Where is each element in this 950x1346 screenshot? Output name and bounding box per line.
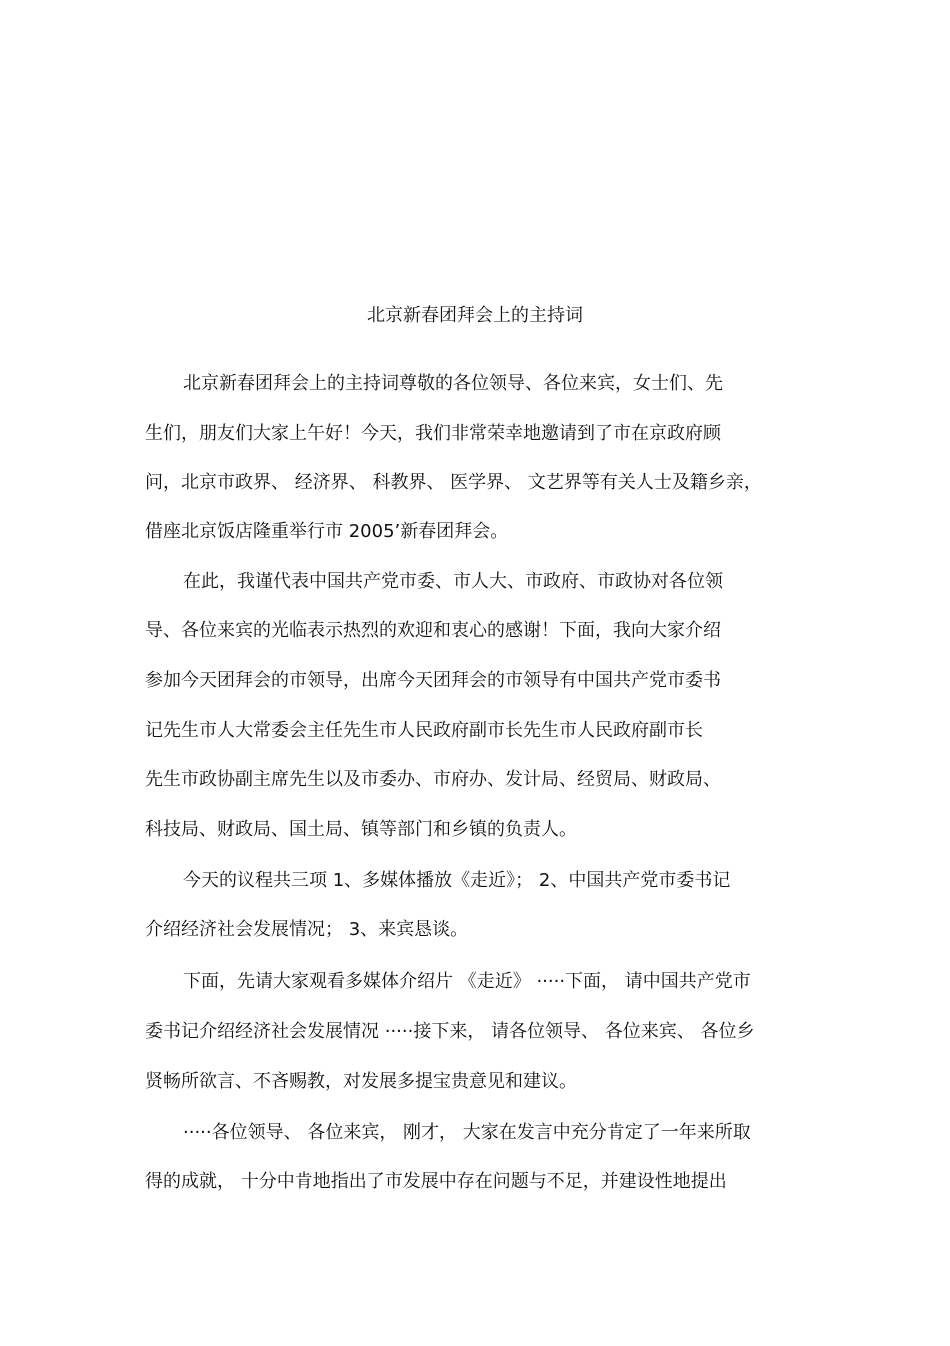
paragraph-line: 得的成就， 十分中肯地指出了市发展中存在问题与不足，并建设性地提出 (145, 1171, 727, 1192)
paragraph-line: 问，北京市政界、 经济界、 科教界、 医学界、 文艺界等有关人士及籍乡亲， (145, 472, 762, 493)
paragraph-line: 下面，先请大家观看多媒体介绍片 《走近》 ·····下面， 请中国共产党市 (183, 971, 751, 992)
document-title: 北京新春团拜会上的主持词 (367, 305, 583, 326)
paragraph-line: 科技局、财政局、国土局、镇等部门和乡镇的负责人。 (145, 819, 577, 840)
paragraph-line: 贤畅所欲言、不吝赐教，对发展多提宝贵意见和建议。 (145, 1071, 577, 1092)
paragraph-line: ·····各位领导、 各位来宾， 刚才， 大家在发言中充分肯定了一年来所取 (183, 1122, 751, 1143)
paragraph-line: 参加今天团拜会的市领导，出席今天团拜会的市领导有中国共产党市委书 (145, 670, 721, 691)
paragraph-line: 在此，我谨代表中国共产党市委、市人大、市政府、市政协对各位领 (183, 571, 723, 592)
paragraph-line: 生们，朋友们大家上午好！今天，我们非常荣幸地邀请到了市在京政府顾 (145, 423, 721, 444)
paragraph-line: 介绍经济社会发展情况； 3、来宾恳谈。 (145, 919, 469, 940)
paragraph-line: 记先生市人大常委会主任先生市人民政府副市长先生市人民政府副市长 (145, 720, 703, 741)
paragraph-line: 导、各位来宾的光临表示热烈的欢迎和衷心的感谢！下面，我向大家介绍 (145, 620, 721, 641)
paragraph-line: 委书记介绍经济社会发展情况 ·····接下来， 请各位领导、 各位来宾、 各位乡 (145, 1021, 755, 1042)
paragraph-line: 先生市政协副主席先生以及市委办、市府办、发计局、经贸局、财政局、 (145, 769, 721, 790)
paragraph-line: 借座北京饭店隆重举行市 2005’新春团拜会。 (145, 521, 509, 542)
paragraph-line: 北京新春团拜会上的主持词尊敬的各位领导、各位来宾，女士们、先 (183, 373, 723, 394)
paragraph-line: 今天的议程共三项 1、多媒体播放《走近》； 2、中国共产党市委书记 (183, 870, 731, 891)
